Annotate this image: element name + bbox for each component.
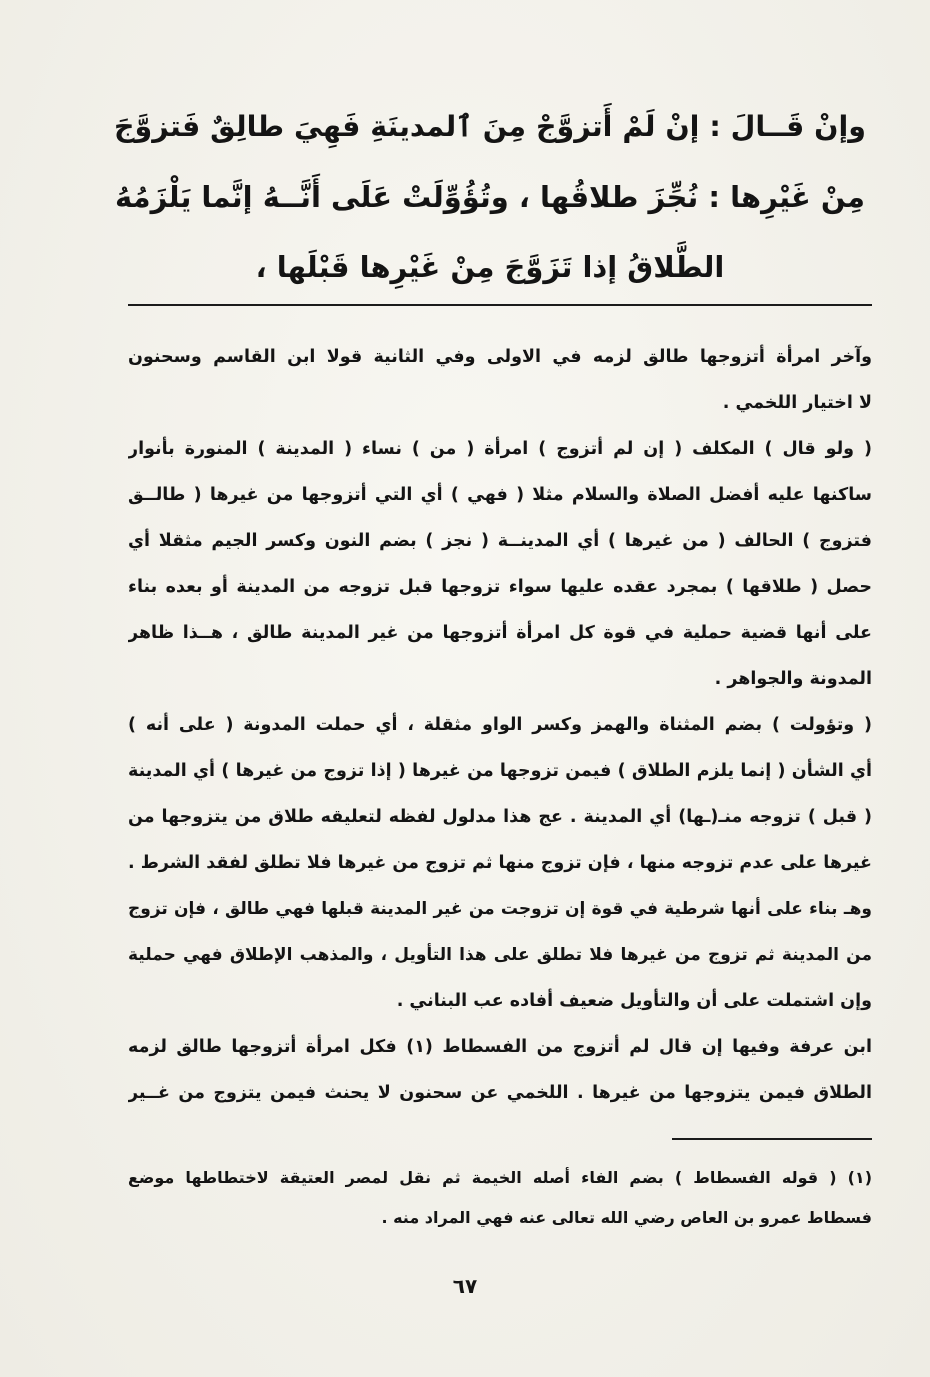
matn-separator-rule: [128, 304, 872, 306]
matn-line: مِنْ غَيْرِها : نُجِّزَ طلاقُها ، وتُؤُوِّلَتْ عَلَى أَنَّــهُ إنَّما يَلْزَمُهُ: [115, 180, 865, 214]
matn-line: وإنْ قَــالَ : إنْ لَمْ أَتزوَّجْ مِنَ ٱلمدينَةِ فَهِيَ طالِقٌ فَتزوَّجَ: [113, 110, 866, 143]
commentary-line: الطلاق فيمن يتزوجها من غيرها . اللخمي عن سحنون لا يحنث فيمن يتزوج من غــير: [128, 1083, 872, 1103]
commentary-block: [128, 334, 872, 1116]
commentary-line: وهـ بناء على أنها شرطية في قوة إن تزوجت من غير المدينة قبلها فهي طالق ، فإن تزوج: [128, 899, 872, 919]
commentary-line: فتزوج ) الحالف ( من غيرها ) أي المدينــة ( نجز ) بضم النون وكسر الجيم مثقلا أي: [128, 531, 872, 551]
matn-line: الطَّلاقُ إذا تَزَوَّجَ مِنْ غَيْرِها قَبْلَها ،: [255, 250, 725, 284]
commentary-line: أي الشأن ( إنما يلزم الطلاق ) فيمن تزوجها من غيرها ( إذا تزوج من غيرها ) أي المدينة: [128, 761, 872, 781]
page-number: ٦٧: [452, 1274, 478, 1298]
commentary-line: غيرها على عدم تزوجه منها ، فإن تزوج منها ثم تزوج من غيرها فلا تطلق لفقد الشرط .: [128, 853, 872, 873]
commentary-line: المدونة والجواهر .: [714, 669, 872, 689]
commentary-line: ( وتؤولت ) بضم المثناة والهمز وكسر الواو مثقلة ، أي حملت المدونة ( على أنه ): [128, 715, 872, 735]
commentary-line: من المدينة ثم تزوج من غيرها فلا تطلق على هذا التأويل ، والمذهب الإطلاق فهي حملية: [128, 945, 872, 965]
commentary-line: ساكنها عليه أفضل الصلاة والسلام مثلا ( فهي ) أي التي أتزوجها من غيرها ( طالــق: [128, 485, 872, 505]
commentary-line: ( ولو قال ) المكلف ( إن لم أتزوج ) امرأة ( من ) نساء ( المدينة ) المنورة بأنوار: [128, 439, 872, 459]
footnote-separator-rule: [672, 1138, 872, 1140]
commentary-line: ابن عرفة وفيها إن قال لم أتزوج من الفسطاط (١) فكل امرأة أتزوجها طالق لزمه: [128, 1037, 872, 1057]
commentary-line: على أنها قضية حملية في قوة كل امرأة أتزوجها من غير المدينة طالق ، هــذا ظاهر: [128, 623, 872, 643]
footnote-line: فسطاط عمرو بن العاص رضي الله تعالى عنه فهي المراد منه .: [381, 1208, 872, 1227]
commentary-line: حصل ( طلاقها ) بمجرد عقده عليها سواء تزوجها قبل تزوجه من المدينة أو بعده بناء: [128, 577, 872, 597]
footnote-line: (١) ( قوله الفسطاط ) بضم الفاء أصله الخيمة ثم نقل لمصر العتيقة لاختطاطها موضع: [128, 1168, 872, 1187]
commentary-line: لا اختيار اللخمي .: [722, 393, 872, 413]
commentary-line: ( قبل ) تزوجه منـ(ـها) أي المدينة . عج هذا مدلول لفظه لتعليقه طلاق من يتزوجها من: [128, 807, 872, 827]
commentary-line: وآخر امرأة أتزوجها طالق لزمه في الاولى وفي الثانية قولا ابن القاسم وسحنون: [128, 347, 872, 367]
footnote-block: [128, 1158, 872, 1238]
matn-block: [110, 92, 870, 302]
commentary-line: وإن اشتملت على أن والتأويل ضعيف أفاده عب البناني .: [396, 991, 872, 1011]
